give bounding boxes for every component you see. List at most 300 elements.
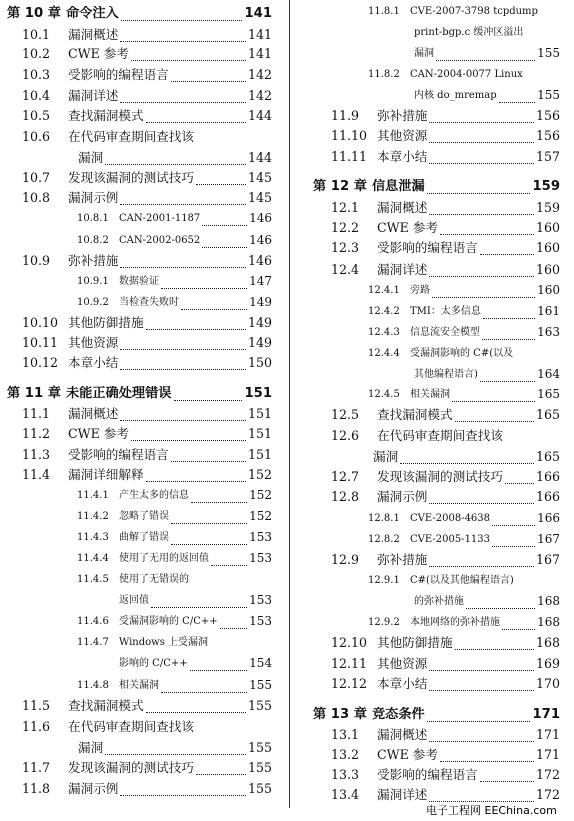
toc-number: 12.5 [331,407,360,422]
toc-number: 11.4.7 [77,637,109,648]
toc-number: 11.8 [22,781,51,796]
toc-number: 10.1 [22,27,51,42]
toc-title: 受影响的编程语言 [377,767,478,782]
toc-number: 12.4.4 [368,348,400,359]
toc-number: 10.6 [22,129,51,144]
dot-leader [120,784,246,796]
toc-title: 其他资源 [68,335,119,350]
dot-leader [131,429,246,441]
toc-entry[interactable] [331,199,560,215]
toc-page-number: 172 [535,767,560,782]
dot-leader [455,410,534,422]
dot-leader [427,182,531,194]
toc-page-number: 145 [247,190,272,205]
toc-number: 12.8.1 [368,513,400,524]
toc-title: 受影响的编程语言 [68,67,169,82]
toc-number: 11.2 [22,426,51,441]
toc-number: 11.4.4 [77,553,109,564]
toc-number: 11.8.1 [368,6,400,17]
toc-number: 12.4.1 [368,285,400,296]
toc-title: CAN-2002-0652 [119,235,201,246]
toc-page-number: 157 [535,149,560,164]
toc-entry[interactable] [368,66,560,82]
toc-title: CWE 参考 [68,46,129,61]
dot-leader [202,214,247,226]
dot-leader [429,790,534,802]
toc-page-number: 146 [247,253,272,268]
toc-title: 漏洞概述 [68,27,119,42]
toc-number: 12.3 [331,240,360,255]
toc-title: 当检查失败时 [119,297,179,308]
toc-entry[interactable] [331,634,560,650]
toc-page-number: 159 [532,179,560,194]
dot-leader [400,452,534,464]
toc-number: 12.1 [331,200,360,215]
toc-number: 12.4.5 [368,389,400,400]
toc-entry[interactable] [331,786,560,802]
toc-title: 漏洞概述 [68,406,119,421]
dot-leader [480,370,535,382]
toc-number: 10.9 [22,253,51,268]
toc-number: 11.4.2 [77,511,109,522]
toc-entry[interactable] [22,405,272,421]
toc-entry[interactable] [22,446,272,462]
toc-entry[interactable] [77,273,272,289]
toc-entry[interactable] [331,726,560,742]
toc-page-number: 141 [244,6,272,21]
toc-page-number: 163 [537,325,560,339]
toc-number: 12.8.2 [368,534,400,545]
dot-leader [492,535,535,547]
dot-leader [181,298,247,310]
toc-number: 12.9 [331,552,360,567]
toc-number: 12.6 [331,428,360,443]
toc-entry[interactable] [414,593,560,609]
toc-page-number: 155 [537,88,560,102]
toc-number: 12.8 [331,489,360,504]
dot-leader [196,173,246,185]
toc-title: 本章小结 [377,676,428,691]
toc-entry[interactable] [331,261,560,277]
dot-leader [429,492,534,504]
toc-number: 12.12 [331,676,368,691]
toc-title: 漏洞详述 [377,262,428,277]
toc-number: 12.9.1 [368,575,400,586]
toc-title: 未能正确处理错误 [66,386,172,401]
toc-entry[interactable] [77,529,272,545]
dot-leader [429,203,534,215]
toc-entry[interactable] [78,149,272,165]
toc-entry[interactable] [414,87,560,103]
toc-page-number: 164 [537,367,560,381]
dot-leader [480,770,534,782]
toc-title: CWE 参考 [377,747,438,762]
toc-page-number: 152 [249,509,272,523]
dot-leader [146,470,246,482]
dot-leader [429,111,534,123]
toc-page-number: 168 [535,635,560,650]
toc-page-number: 141 [247,46,272,61]
toc-page-number: 170 [535,676,560,691]
dot-leader [191,491,247,503]
toc-page-number: 146 [249,211,272,225]
toc-title: 相关漏洞 [410,389,450,400]
toc-title: 受漏洞影响的 C#(以及 [410,348,514,359]
toc-entry[interactable] [0,385,272,401]
toc-number: 10.10 [22,315,59,330]
toc-entry[interactable] [368,510,560,526]
toc-entry[interactable] [368,3,560,19]
toc-title: 受漏洞影响的 C/C++ [119,616,218,627]
toc-number: 11.9 [331,108,360,123]
toc-entry[interactable] [119,655,272,671]
toc-entry[interactable] [22,718,272,734]
toc-entry[interactable] [22,759,272,775]
toc-entry[interactable] [368,345,560,361]
toc-title: 其他防御措施 [377,635,453,650]
toc-page-number: 145 [247,170,272,185]
toc-entry[interactable] [368,572,560,588]
toc-title: 在代码审查期间查找该 [68,719,194,734]
toc-entry[interactable] [331,468,560,484]
toc-title: 漏洞 [373,449,399,464]
toc-number: 10.7 [22,170,51,185]
toc-number: 10.4 [22,88,51,103]
toc-entry[interactable] [77,508,272,524]
dot-leader [440,223,534,235]
toc-entry[interactable] [22,45,272,61]
toc-entry[interactable] [22,354,272,370]
toc-entry[interactable] [22,87,272,103]
toc-entry[interactable] [77,487,272,503]
toc-entry[interactable] [331,239,560,255]
toc-page-number: 160 [535,240,560,255]
toc-page-number: 160 [535,262,560,277]
toc-title: 弥补措施 [377,108,428,123]
toc-entry[interactable] [77,210,272,226]
toc-number: 第 12 章 [313,179,367,194]
toc-number: 12.9.2 [368,617,400,628]
toc-title: 在代码审查期间查找该 [377,428,503,443]
toc-entry[interactable] [368,282,560,298]
dot-leader [429,679,534,691]
dot-leader [483,307,535,319]
toc-page-number: 165 [535,407,560,422]
toc-page-number: 165 [535,449,560,464]
dot-leader [429,555,534,567]
toc-page-number: 167 [537,532,560,546]
dot-leader [429,659,534,671]
toc-title: 漏洞示例 [68,190,119,205]
toc-page-number: 160 [535,220,560,235]
toc-entry[interactable] [77,294,272,310]
toc-page-number: 149 [249,295,272,309]
dot-leader [151,596,247,608]
dot-leader [432,286,535,298]
toc-title: 漏洞详述 [377,787,428,802]
toc-entry[interactable] [77,571,272,587]
dot-leader [171,70,246,82]
toc-title: CVE-2005-1133 [410,534,491,545]
toc-entry[interactable] [368,531,560,547]
toc-title: 旁路 [410,285,430,296]
toc-number: 13.2 [331,747,360,762]
toc-number: 11.5 [22,698,51,713]
toc-page-number: 147 [249,274,272,288]
toc-page-number: 168 [537,615,560,629]
toc-title: 其他资源 [377,128,428,143]
toc-entry[interactable] [368,386,560,402]
dot-leader [499,91,535,103]
toc-page-number: 155 [247,781,272,796]
toc-title: 漏洞详述 [68,88,119,103]
toc-entry[interactable] [368,614,560,630]
toc-page-number: 144 [247,150,272,165]
toc-entry[interactable] [414,366,560,382]
toc-entry[interactable] [331,551,560,567]
toc-title: C#(以及其他编程语言) [410,575,514,586]
toc-page-number: 151 [244,386,272,401]
toc-title: 信息泄漏 [372,179,425,194]
dot-leader [146,701,246,713]
toc-entry[interactable] [78,739,272,755]
toc-title: 漏洞 [78,150,104,165]
toc-title: 其他资源 [377,656,428,671]
dot-leader [482,328,535,340]
toc-page-number: 153 [249,593,272,607]
toc-title: 受影响的编程语言 [68,447,169,462]
toc-page-number: 151 [247,426,272,441]
dot-leader [120,409,246,421]
toc-entry[interactable] [22,252,272,268]
toc-title: Windows 上受漏洞 [119,637,209,648]
dot-leader [121,9,243,21]
toc-number: 第 10 章 [7,6,61,21]
toc-left-column [0,0,285,821]
toc-title: 相关漏洞 [119,680,159,691]
toc-entry[interactable] [22,189,272,205]
toc-entry[interactable] [331,766,560,782]
toc-title: 影响的 C/C++ [119,658,188,669]
dot-leader [120,338,246,350]
toc-number: 13.4 [331,787,360,802]
toc-title: 受影响的编程语言 [377,240,478,255]
toc-page-number: 156 [535,128,560,143]
toc-entry[interactable] [22,314,272,330]
toc-title: 竞态条件 [372,707,425,722]
toc-entry[interactable] [331,488,560,504]
dot-leader [105,153,246,165]
toc-page-number: 152 [247,467,272,482]
toc-page-number: 169 [535,656,560,671]
toc-entry[interactable] [77,677,272,693]
dot-leader [146,318,246,330]
toc-title: 查找漏洞模式 [68,698,144,713]
toc-entry[interactable] [22,107,272,123]
toc-entry[interactable] [77,634,272,650]
dot-leader [120,256,246,268]
toc-title: 发现该漏洞的测试技巧 [68,760,194,775]
toc-title: 查找漏洞模式 [377,407,453,422]
toc-page-number: 168 [537,594,560,608]
dot-leader [202,236,247,248]
dot-leader [452,390,535,402]
toc-number: 11.3 [22,447,51,462]
dot-leader [440,750,534,762]
toc-page-number: 161 [537,304,560,318]
dot-leader [466,597,535,609]
toc-number: 10.2 [22,46,51,61]
toc-number: 10.12 [22,355,59,370]
toc-title: 产生太多的信息 [119,490,189,501]
dot-leader [174,389,243,401]
dot-leader [220,617,247,629]
dot-leader [105,743,246,755]
dot-leader [120,30,246,42]
toc-entry[interactable] [331,427,560,443]
toc-page-number: 146 [249,233,272,247]
toc-number: 11.4.6 [77,616,109,627]
dot-leader [480,243,534,255]
toc-entry[interactable] [331,406,560,422]
toc-entry[interactable] [331,107,560,123]
toc-title: 本章小结 [377,149,428,164]
toc-entry[interactable] [331,148,560,164]
toc-entry[interactable] [414,45,560,61]
toc-title: 弥补措施 [377,552,428,567]
toc-title: 漏洞示例 [377,489,428,504]
toc-entry[interactable] [22,169,272,185]
toc-title: 漏洞 [414,48,434,59]
toc-page-number: 155 [537,46,560,60]
toc-title: 的弥补措施 [414,596,464,607]
dot-leader [492,514,535,526]
toc-entry[interactable] [368,303,560,319]
toc-title: 数据验证 [119,276,159,287]
toc-page-number: 156 [535,108,560,123]
dot-leader [427,710,531,722]
toc-page-number: 172 [535,787,560,802]
toc-number: 10.9.1 [77,276,109,287]
toc-number: 10.9.2 [77,297,109,308]
toc-page-number: 155 [247,698,272,713]
toc-title: 信息流安全模型 [410,327,480,338]
toc-title: 曲解了错误 [119,532,169,543]
dot-leader [120,91,246,103]
toc-entry[interactable] [331,655,560,671]
dot-leader [429,265,534,277]
toc-entry[interactable] [306,706,560,722]
dot-leader [161,681,247,693]
toc-title: 内核 do_mremap [414,90,497,101]
toc-entry[interactable] [373,448,560,464]
toc-entry[interactable] [77,613,272,629]
toc-number: 12.11 [331,656,368,671]
toc-page-number: 141 [247,27,272,42]
toc-page-number: 142 [247,67,272,82]
toc-entry[interactable] [77,550,272,566]
toc-number: 11.10 [331,128,368,143]
dot-leader [171,512,247,524]
toc-page-number: 153 [249,530,272,544]
toc-number: 第 11 章 [7,386,61,401]
toc-title: 使用了无错误的 [119,574,189,585]
toc-page-number: 144 [247,108,272,123]
toc-entry[interactable] [22,26,272,42]
toc-entry[interactable] [306,178,560,194]
dot-leader [161,277,247,289]
toc-number: 12.4.3 [368,327,400,338]
toc-entry[interactable] [414,24,560,40]
toc-number: 13.3 [331,767,360,782]
toc-entry[interactable] [119,592,272,608]
toc-title: CAN-2004-0077 Linux [410,69,523,80]
toc-title: 其他编程语言) [414,369,478,380]
watermark-footer: 电子工程网 EEChina.com [426,804,557,817]
toc-number: 12.2 [331,220,360,235]
toc-number: 10.11 [22,335,59,350]
toc-entry[interactable] [22,128,272,144]
toc-entry[interactable] [331,675,560,691]
dot-leader [211,554,247,566]
toc-entry[interactable] [368,324,560,340]
toc-page-number: 150 [247,355,272,370]
dot-leader [502,618,535,630]
toc-page-number: 166 [535,469,560,484]
toc-entry[interactable] [331,219,560,235]
toc-page-number: 171 [532,707,560,722]
toc-right-column [296,0,574,821]
toc-entry[interactable] [77,232,272,248]
dot-leader [120,358,246,370]
toc-entry[interactable] [0,5,272,21]
toc-title: 命令注入 [66,6,119,21]
toc-page-number: 151 [247,447,272,462]
toc-page-number: 166 [537,511,560,525]
toc-page-number: 155 [247,760,272,775]
dot-leader [436,49,535,61]
toc-title: 本地网络的弥补措施 [410,617,500,628]
dot-leader [429,730,534,742]
toc-entry[interactable] [22,425,272,441]
toc-title: 漏洞概述 [377,200,428,215]
toc-number: 10.8.2 [77,235,109,246]
toc-number: 12.4.2 [368,306,400,317]
toc-entry[interactable] [22,780,272,796]
toc-page-number: 153 [249,614,272,628]
toc-title: 查找漏洞模式 [68,108,144,123]
toc-entry[interactable] [22,466,272,482]
toc-title: 其他防御措施 [68,315,144,330]
toc-number: 10.8.1 [77,213,109,224]
toc-entry[interactable] [331,127,560,143]
toc-entry[interactable] [22,334,272,350]
toc-title: CAN-2001-1187 [119,213,201,224]
toc-page-number: 142 [247,88,272,103]
toc-title: CWE 参考 [377,220,438,235]
toc-entry[interactable] [331,746,560,762]
toc-number: 11.6 [22,719,51,734]
toc-title: 使用了无用的返回值 [119,553,209,564]
toc-title: 漏洞详细解释 [68,467,144,482]
toc-entry[interactable] [22,66,272,82]
toc-number: 10.3 [22,67,51,82]
toc-title: print-bgp.c 缓冲区溢出 [414,27,524,38]
toc-entry[interactable] [22,697,272,713]
toc-page-number: 171 [535,747,560,762]
toc-number: 12.4 [331,262,360,277]
toc-title: 漏洞 [78,740,104,755]
